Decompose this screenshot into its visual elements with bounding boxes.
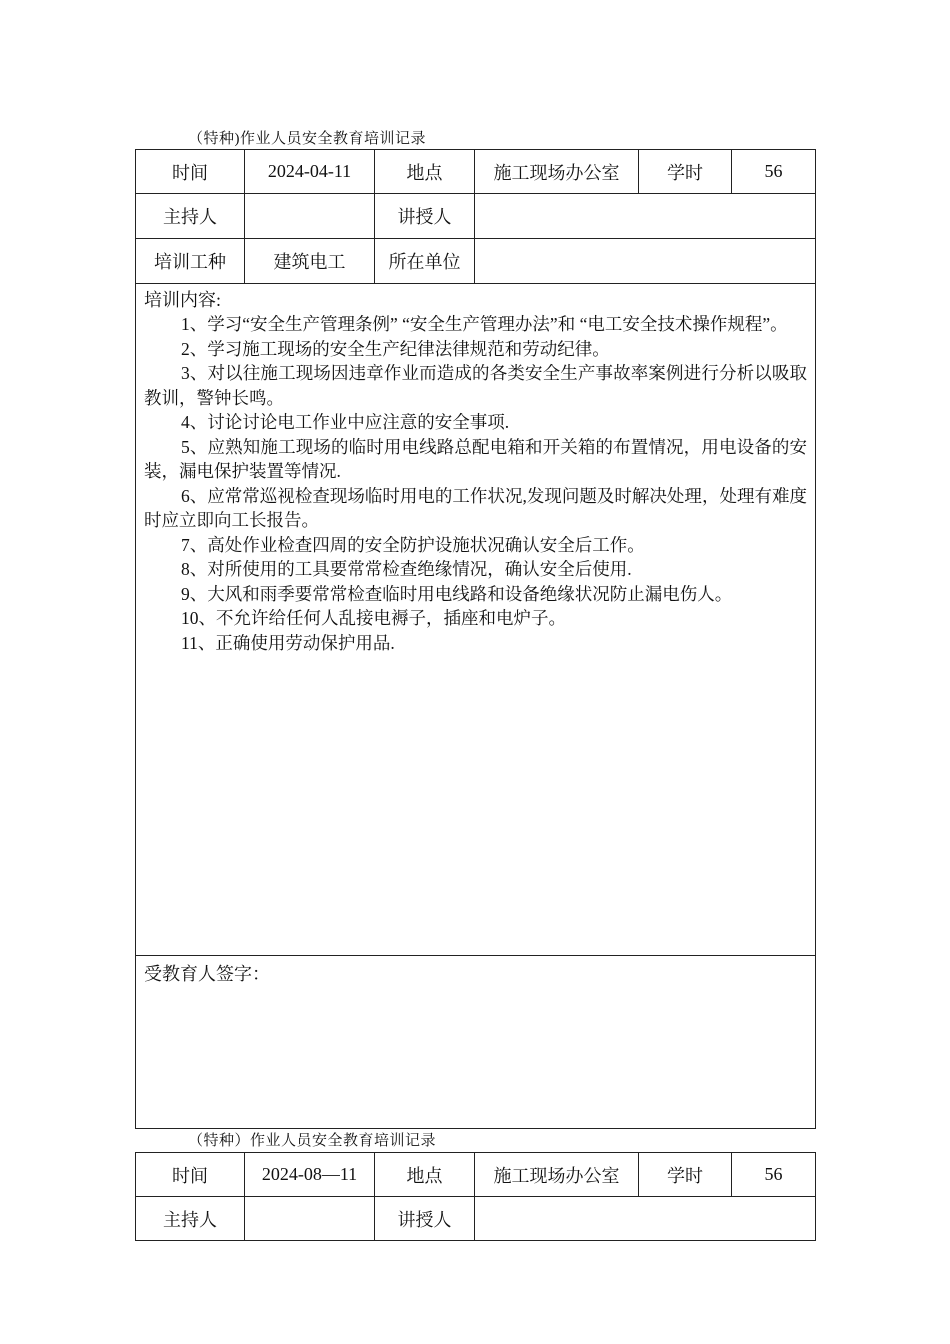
record-caption: （特种)作业人员安全教育培训记录	[188, 131, 426, 147]
place-label: 地点	[375, 1153, 475, 1197]
unit-value	[475, 239, 816, 284]
hours-value: 56	[732, 1153, 816, 1197]
content-item: 4、讨论讨论电工作业中应注意的安全事项.	[181, 412, 510, 432]
signature-label: 受教育人签字：	[144, 964, 270, 984]
host-value	[245, 1197, 375, 1241]
lecturer-label: 讲授人	[375, 1197, 475, 1241]
content-item: 11、正确使用劳动保护用品.	[181, 632, 395, 653]
content-item: 2、学习施工现场的安全生产纪律法律规范和劳动纪律。	[181, 338, 610, 359]
unit-label: 所在单位	[375, 239, 475, 284]
hours-value: 56	[732, 150, 816, 194]
content-item: 10、不允许给任何人乱接电褥子，插座和电炉子。	[181, 608, 566, 628]
training-record-table	[135, 149, 816, 1129]
lecturer-label: 讲授人	[375, 194, 475, 239]
time-label: 时间	[136, 1153, 245, 1197]
content-item: 9、大风和雨季要常常检查临时用电线路和设备绝缘状况防止漏电伤人。	[181, 583, 733, 604]
content-title: 培训内容:	[144, 290, 222, 310]
time-value: 2024-04-11	[245, 150, 375, 194]
lecturer-value	[475, 194, 816, 239]
time-value: 2024-08—11	[245, 1153, 375, 1197]
content-item: 7、高处作业检查四周的安全防护设施状况确认安全后工作。	[181, 534, 645, 555]
place-value: 施工现场办公室	[475, 150, 639, 194]
content-item: 1、学习“安全生产管理条例” “安全生产管理办法”和 “电工安全技术操作规程”。	[181, 314, 788, 334]
hours-label: 学时	[639, 150, 732, 194]
host-label: 主持人	[136, 194, 245, 239]
host-label: 主持人	[136, 1197, 245, 1241]
training-record-table	[135, 1152, 816, 1241]
host-value	[245, 194, 375, 239]
trade-value: 建筑电工	[245, 239, 375, 284]
record-caption: （特种）作业人员安全教育培训记录	[188, 1133, 437, 1149]
content-item: 8、对所使用的工具要常常检查绝缘情况，确认安全后使用.	[181, 559, 632, 579]
hours-label: 学时	[639, 1153, 732, 1197]
content-item: 6、应常常巡视检查现场临时用电的工作状况,发现问题及时解决处理，处理有难度时应立即向工长报告。	[144, 485, 807, 530]
lecturer-value	[475, 1197, 816, 1241]
content-item: 3、对以往施工现场因违章作业而造成的各类安全生产事故率案例进行分析以吸取教训，警钟长鸣。	[144, 363, 807, 408]
signature-cell	[136, 956, 816, 1129]
trade-label: 培训工种	[136, 239, 245, 284]
time-label: 时间	[136, 150, 245, 194]
place-value: 施工现场办公室	[475, 1153, 639, 1197]
training-content-cell	[136, 284, 816, 956]
content-item: 5、应熟知施工现场的临时用电线路总配电箱和开关箱的布置情况，用电设备的安装，漏电保护装置等情况.	[144, 436, 807, 481]
place-label: 地点	[375, 150, 475, 194]
